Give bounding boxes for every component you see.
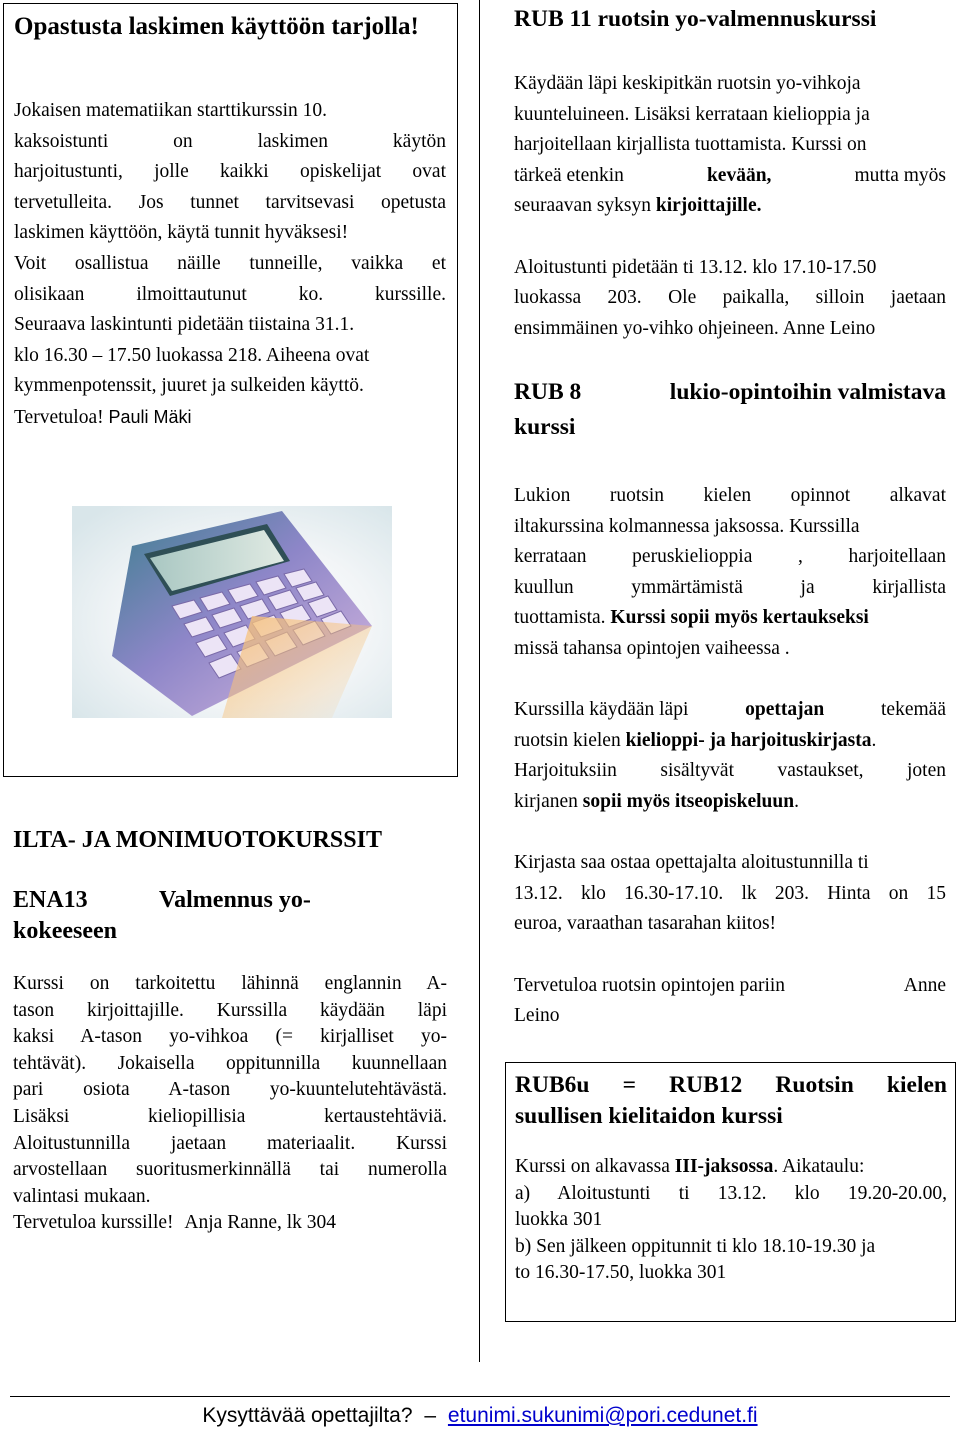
body-line: luokka 301 [515,1209,603,1231]
body-line: b) Sen jälkeen oppitunnit ti klo 18.10-19.30 ja [515,1235,876,1257]
body-line: luokassa 203. Ole paikalla, silloin jaetaan [514,287,946,309]
column-divider [479,0,480,1362]
body-line: Jokaisen matematiikan starttikurssin 10. [14,100,328,121]
ena13-heading [13,885,447,916]
body-line: Leino [514,1005,560,1027]
body-line: 13.12. klo 16.30-17.10. lk 203. Hinta on 15 [514,882,946,904]
body-line: pari osiota A-tason yo-kuuntelutehtävästä. [13,1079,447,1101]
body-line: kuullun ymmärtämistä ja kirjallista [514,576,946,598]
body-line [514,191,946,222]
emphasis-text: sopii myös itseopiskeluun [582,790,795,812]
body-line: kerrataan peruskielioppia , harjoitellaan [514,546,946,568]
emphasis-text: kielioppi- ja harjoituskirjasta [625,729,872,751]
author-name: Pauli Mäki [108,406,192,427]
text-segment: tekemää [881,699,946,721]
calculator-notice-box [3,3,458,777]
body-line [515,1154,947,1181]
rub11-body [514,69,946,344]
body-line [514,161,946,192]
calculator-notice-body [14,96,446,434]
text-segment: Kurssilla käydään läpi [514,699,689,721]
emphasis-text: kevään, [706,164,772,186]
rub8-section [514,377,946,1032]
body-line: harjoitellaan kirjallista tuottamista. Kurssi on [514,134,867,156]
rub8-heading [514,377,946,408]
body-line [14,402,446,434]
body-line: euroa, varaathan tasarahan kiitos! [514,913,777,935]
evening-courses-heading: ILTA- JA MONIMUOTOKURSSIT [13,827,382,853]
text-segment: mutta myös [854,164,946,186]
calculator-photo [72,506,392,718]
body-line: tervetulleita. Jos tunnet tarvitsevasi opetusta [14,191,446,213]
body-line: Harjoituksiin sisältyvät vastaukset, joten [514,760,946,782]
author-name: Anja Ranne, lk 304 [184,1212,337,1234]
evening-courses-section [13,825,447,1237]
rub11-section [514,4,946,344]
emphasis-text: kirjoittajille. [655,195,762,217]
body-line [514,695,946,726]
rub8-paragraph-3 [514,848,946,940]
body-line: Käydään läpi keskipitkän ruotsin yo-vihkoja [514,73,861,94]
text-segment: ensimmäinen yo-vihko ohjeineen. [514,317,779,339]
text-segment: . [794,790,799,812]
text-segment: . [871,729,877,751]
body-line: tason kirjoittajille. Kurssilla käydään läpi [13,999,447,1021]
rub8-paragraph-2 [514,695,946,817]
calculator-icon [72,506,392,718]
author-name: Anne Leino [782,317,876,339]
text-segment: Tervetuloa ruotsin opintojen pariin [514,974,786,996]
email-link[interactable]: etunimi.sukunimi@pori.cedunet.fi [447,1404,758,1427]
emphasis-text: opettajan [745,699,825,721]
rub8-paragraph-4 [514,971,946,1032]
body-line [514,971,946,1002]
body-line: kaksi A-tason yo-vihkoa (= kirjalliset yo- [13,1026,447,1048]
ena13-code: ENA13 [13,887,88,913]
footer [0,1402,960,1429]
rub11-heading: RUB 11 ruotsin yo-valmennuskurssi [514,6,877,32]
rub8-title: lukio-opintoihin valmistava [669,379,946,405]
ena13-body [13,971,447,1237]
body-line: tehtävät). Jokaisella oppitunnilla kuunnellaan [13,1052,447,1074]
body-line [514,726,946,757]
emphasis-text: Kurssi sopii myös kertaukseksi [610,607,869,629]
author-name: Anne [903,974,946,996]
footer-dash: – [424,1404,437,1427]
body-line: Lukion ruotsin kielen opinnot alkavat [514,485,946,506]
body-line: to 16.30-17.50, luokka 301 [515,1262,727,1284]
emphasis-text: III-jaksossa [674,1156,774,1177]
body-line: harjoitustunti, jolle kaikki opiskelijat ovat [14,161,446,183]
body-line: Seuraava laskintunti pidetään tiistaina 31.1. [14,314,355,336]
body-line: missä tahansa opintojen vaiheessa . [514,637,790,659]
body-line: kymmenpotenssit, juuret ja sulkeiden käyttö. [14,375,364,397]
welcome-text: Tervetuloa kurssille! [13,1212,174,1234]
body-line [514,314,946,345]
body-line: Kirjasta saa ostaa opettajalta aloitustunnilla ti [514,852,869,874]
ena13-title-part2: kokeeseen [13,918,117,944]
text-segment: Kurssi on alkavassa [515,1156,670,1177]
body-line: olisikaan ilmoittautunut ko. kurssille. [14,283,446,305]
footer-divider [10,1396,950,1397]
text-segment: kirjanen [514,790,578,812]
text-segment: seuraavan syksyn [514,195,652,217]
text-segment: tuottamista. [514,607,606,629]
body-line: Voit osallistua näille tunneille, vaikka et [14,252,446,274]
body-line [13,1210,447,1237]
rub6u-body [515,1154,947,1287]
rub6u-heading-line1: RUB6u = RUB12 Ruotsin kielen [515,1072,947,1098]
calculator-notice-title: Opastusta laskimen käyttöön tarjolla! [14,13,419,40]
body-line: klo 16.30 – 17.50 luokassa 218. Aiheena ovat [14,344,370,366]
body-line: valintasi mukaan. [13,1185,151,1207]
rub8-heading-cont: kurssi [514,414,576,440]
body-line: kaksoistunti on laskimen käytön [14,130,446,152]
body-line: laskimen käyttöön, käytä tunnit hyväksesi! [14,222,349,244]
body-line [514,787,946,818]
body-line [514,603,946,634]
body-line: Aloitustunti pidetään ti 13.12. klo 17.10-17.50 [514,256,877,278]
body-line: kuunteluineen. Lisäksi kerrataan kielioppia ja [514,103,870,125]
rub6u-box [505,1062,956,1322]
rub6u-heading-line2: suullisen kielitaidon kurssi [515,1103,783,1129]
body-line: Kurssi on tarkoitettu lähinnä englannin A- [13,973,447,994]
footer-question: Kysyttävää opettajilta? [202,1404,413,1427]
welcome-text: Tervetuloa! [14,406,104,428]
body-line: a) Aloitustunti ti 13.12. klo 19.20-20.00, [515,1182,947,1204]
ena13-title-part1: Valmennus yo- [159,887,311,913]
body-line: Lisäksi kieliopillisia kertaustehtäviä. [13,1105,447,1127]
body-line: arvostellaan suoritusmerkinnällä tai numerolla [13,1159,447,1181]
rub8-code: RUB 8 [514,379,582,405]
text-segment: . Aikataulu: [773,1156,865,1177]
body-line: iltakurssina kolmannessa jaksossa. Kurssilla [514,515,860,537]
text-segment: ruotsin kielen [514,729,621,751]
body-line: Aloitustunnilla jaetaan materiaalit. Kurssi [13,1132,447,1154]
text-segment: tärkeä etenkin [514,164,624,186]
rub6u-content [515,1070,947,1287]
rub8-paragraph-1 [514,481,946,665]
